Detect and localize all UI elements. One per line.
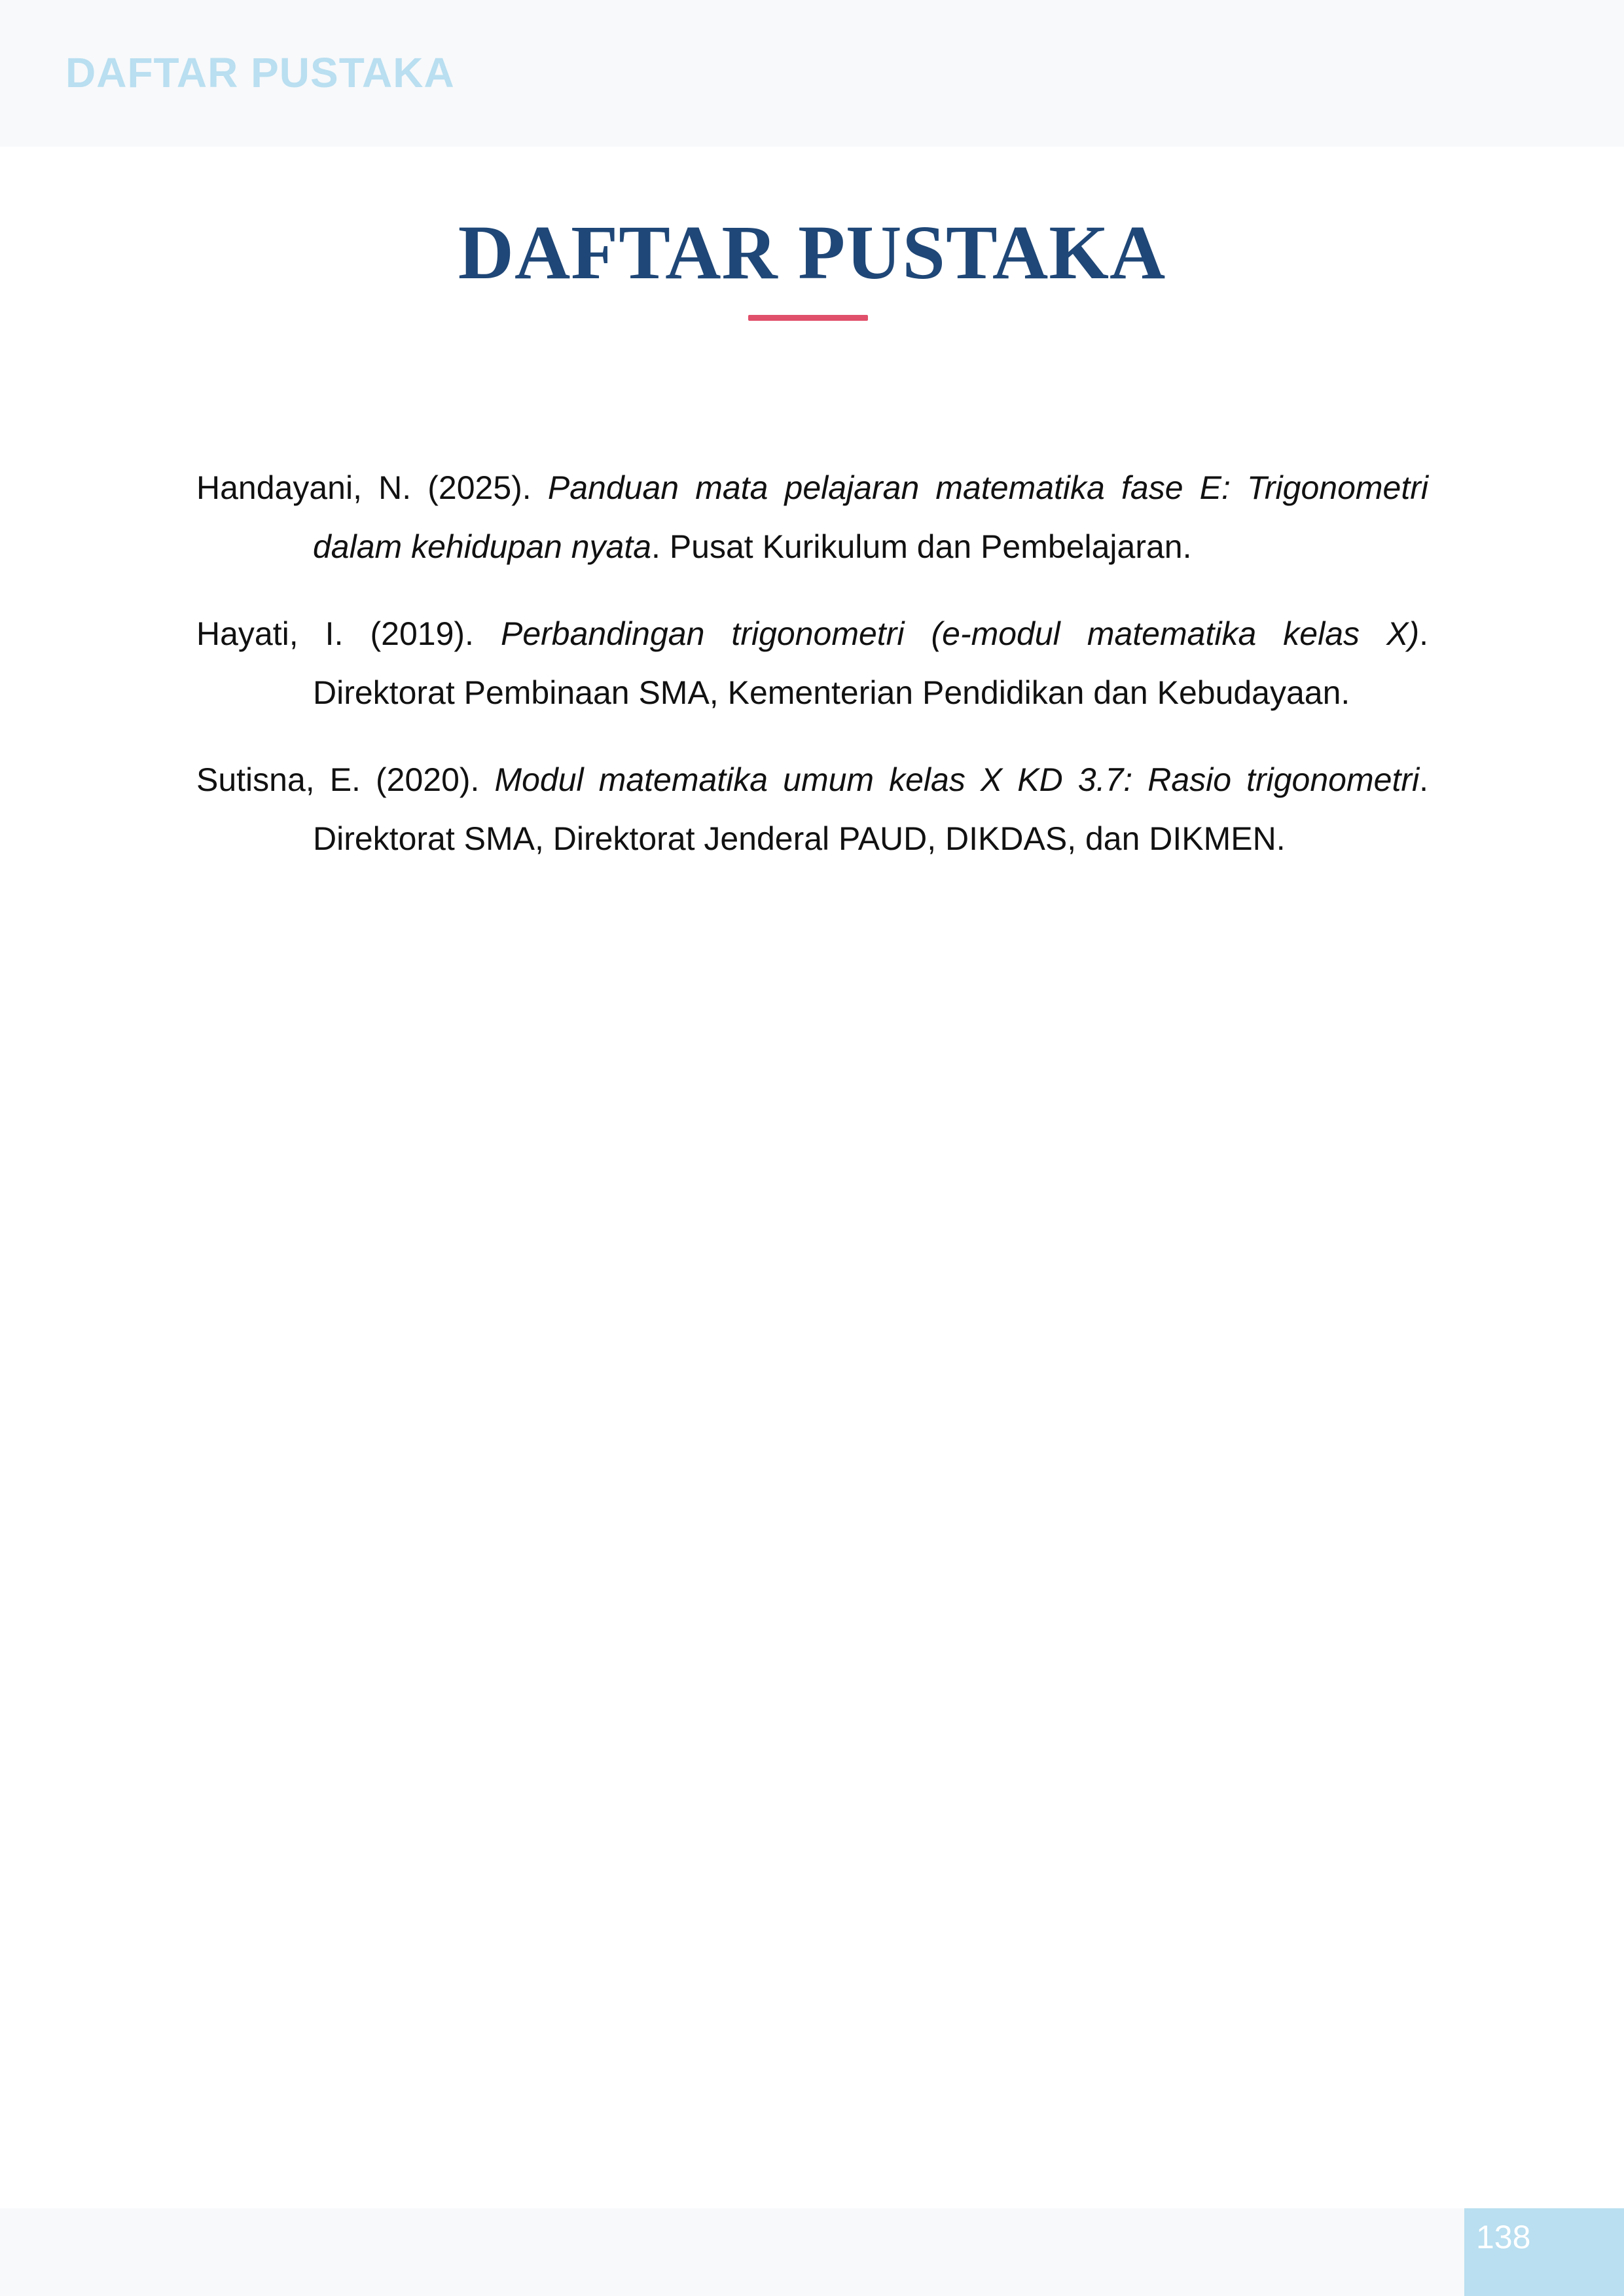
footer-bar [0,2208,1624,2296]
reference-publisher: . Pusat Kurikulum dan Pembelajaran. [651,528,1192,565]
reference-author-year: Hayati, I. (2019). [196,615,501,652]
reference-publisher: . Direktorat Pembinaan SMA, Kementerian Pendidikan dan Kebudayaan. [313,615,1428,711]
reference-title: Modul matematika umum kelas X KD 3.7: Rasio trigonometri [494,761,1420,798]
reference-entry [196,458,1428,576]
reference-author-year: Handayani, N. (2025). [196,469,548,506]
reference-publisher: . Direktorat SMA, Direktorat Jenderal PAUD, DIKDAS, dan DIKMEN. [313,761,1428,857]
page-number: 138 [1476,2219,1531,2255]
title-underline [748,315,868,321]
running-head: DAFTAR PUSTAKA [65,49,455,96]
reference-entry [196,604,1428,722]
reference-entry [196,750,1428,868]
reference-list [196,458,1428,896]
page-title: DAFTAR PUSTAKA [458,210,1166,295]
reference-author-year: Sutisna, E. (2020). [196,761,495,798]
reference-title: Perbandingan trigonometri (e-modul matematika kelas X) [501,615,1420,652]
reference-title: Panduan mata pelajaran matematika fase E: Trigonometri dalam kehidupan nyata [313,469,1428,565]
